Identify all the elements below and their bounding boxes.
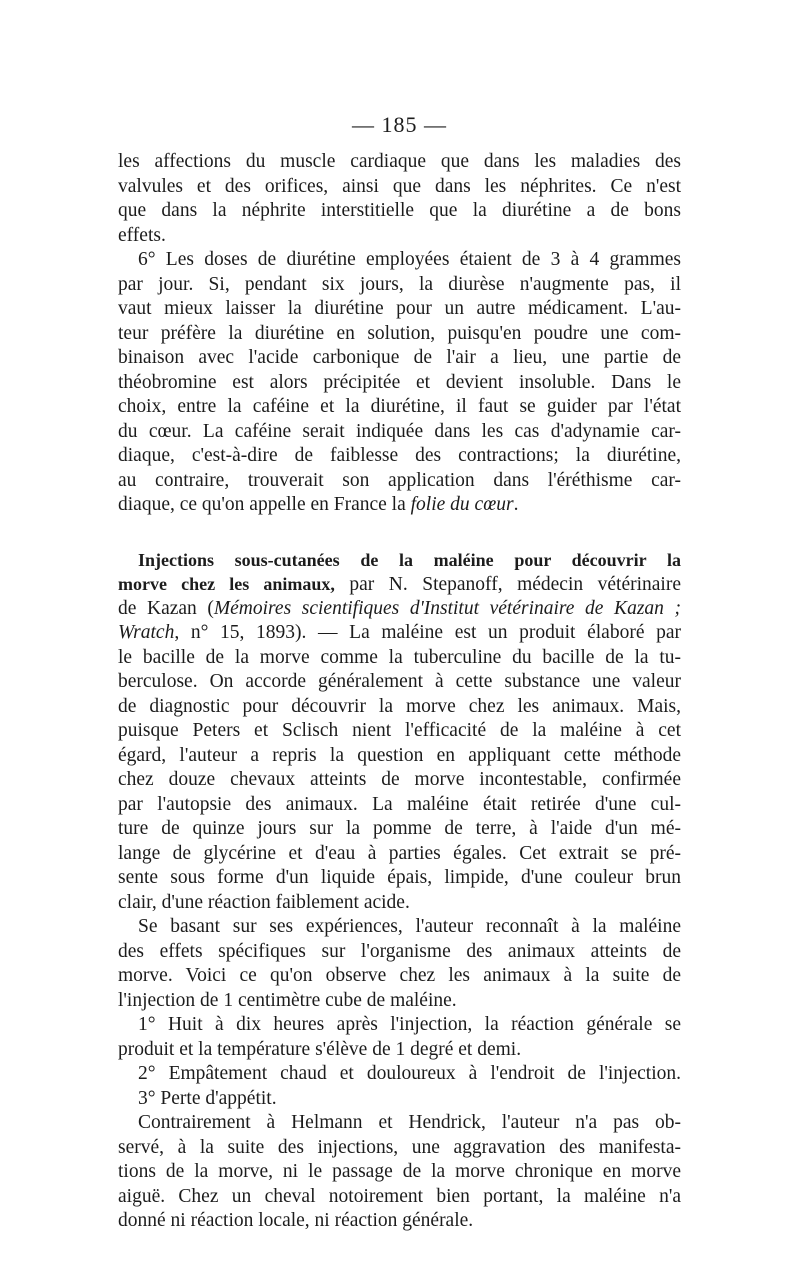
italic-phrase: folie du cœur (410, 494, 514, 515)
text-line: chez douze chevaux atteints de morve incontestable, confirmée (118, 769, 681, 790)
text-line (118, 621, 681, 646)
text-line: teur préfère la diurétine en solution, puisqu'en poudre une com- (118, 322, 681, 344)
text-line (118, 572, 681, 597)
text-line: l'injection de 1 centimètre cube de maléine. (118, 989, 457, 1011)
text-span: , n° 15, 1893). — La maléine est un produit élaboré par (174, 622, 681, 643)
text-line: Se basant sur ses expériences, l'auteur reconnaît à la maléine (138, 916, 681, 937)
article-heading-continued: morve chez les animaux, (118, 574, 335, 594)
text-span: de Kazan ( (118, 597, 214, 619)
section-gap (118, 518, 681, 548)
paragraph-point-1 (118, 1013, 681, 1062)
text-span: diaque, ce qu'on appelle en France la (118, 494, 411, 515)
text-line: puisque Peters et Sclisch nient l'efficacité de la maléine à cet (118, 720, 681, 741)
text-line: diaque, c'est-à-dire de faiblesse des contractions; la diurétine, (118, 445, 681, 466)
text-span: par N. Stepanoff, médecin vétérinaire (334, 574, 681, 595)
text-line: des effets spécifiques sur l'organisme des animaux atteints de (118, 940, 681, 962)
text-line: par l'autopsie des animaux. La maléine était retirée d'une cul- (118, 793, 681, 815)
text-line: par jour. Si, pendant six jours, la diurèse n'augmente pas, il (118, 273, 681, 295)
text-line: de diagnostic pour découvrir la morve chez les animaux. Mais, (118, 695, 681, 717)
text-line: tions de la morve, ni le passage de la morve chronique en morve (118, 1161, 681, 1182)
text-line: les affections du muscle cardiaque que dans les maladies des (118, 151, 681, 172)
page-number: — 185 — (352, 112, 447, 137)
text-line: morve. Voici ce qu'on observe chez les animaux à la suite de (118, 965, 681, 986)
text-line: Contrairement à Helmann et Hendrick, l'auteur n'a pas ob- (138, 1112, 681, 1133)
source-journal: Wratch (118, 622, 175, 643)
article-maleine (118, 548, 681, 916)
text-line: égard, l'auteur a repris la question en appliquant cette méthode (118, 744, 681, 766)
text-line (118, 597, 681, 622)
text-line: 6° Les doses de diurétine employées étaient de 3 à 4 grammes (138, 249, 681, 270)
text-line: que dans la néphrite interstitielle que la diurétine a de bons (118, 200, 681, 221)
source-title: Mémoires scientifiques d'Institut vétérinaire de Kazan ; (213, 597, 681, 619)
paragraph-point-6 (118, 248, 681, 518)
article-heading: Injections sous-cutanées de la maléine pour découvrir la (138, 549, 681, 570)
book-page (118, 112, 681, 1234)
paragraph-conclusion (118, 1111, 681, 1234)
text-line: choix, entre la caféine et la diurétine, il faut se guider par l'état (118, 396, 681, 417)
text-line: le bacille de la morve comme la tuberculine du bacille de la tu- (118, 646, 681, 668)
text-line: donné ni réaction locale, ni réaction générale. (118, 1210, 474, 1231)
text-line: aiguë. Chez un cheval notoirement bien portant, la maléine n'a (118, 1185, 681, 1207)
text-line: effets. (118, 224, 166, 246)
paragraph-point-2 (118, 1062, 681, 1087)
text-line: servé, à la suite des injections, une aggravation des manifesta- (118, 1136, 681, 1158)
text-line: ture de quinze jours sur la pomme de terre, à l'aide d'un mé- (118, 818, 681, 839)
text-line: clair, d'une réaction faiblement acide. (118, 891, 410, 913)
text-line: 2° Empâtement chaud et douloureux à l'endroit de l'injection. (138, 1063, 681, 1084)
paragraph-continuation (118, 150, 681, 248)
text-line: 3° Perte d'appétit. (138, 1087, 277, 1109)
text-line: lange de glycérine et d'eau à parties égales. Cet extrait se pré- (118, 842, 681, 864)
text-line: berculose. On accorde généralement à cette substance une valeur (118, 671, 681, 692)
text-line: au contraire, trouverait son application dans l'éréthisme car- (118, 469, 681, 491)
text-line: théobromine est alors précipitée et devient insoluble. Dans le (118, 371, 681, 393)
paragraph-effects (118, 915, 681, 1013)
text-line: sente sous forme d'un liquide épais, limpide, d'une couleur brun (118, 867, 681, 888)
text-line: binaison avec l'acide carbonique de l'air a lieu, une partie de (118, 347, 681, 368)
text-line: produit et la température s'élève de 1 degré et demi. (118, 1038, 522, 1060)
paragraph-point-3 (118, 1087, 681, 1112)
text-line (118, 493, 681, 518)
text-line: du cœur. La caféine serait indiquée dans les cas d'adynamie car- (118, 420, 681, 442)
text-line: vaut mieux laisser la diurétine pour un autre médicament. L'au- (118, 298, 681, 319)
text-line: valvules et des orifices, ainsi que dans les néphrites. Ce n'est (118, 175, 681, 197)
text-line: 1° Huit à dix heures après l'injection, la réaction générale se (138, 1014, 681, 1035)
text-span: . (513, 494, 519, 515)
